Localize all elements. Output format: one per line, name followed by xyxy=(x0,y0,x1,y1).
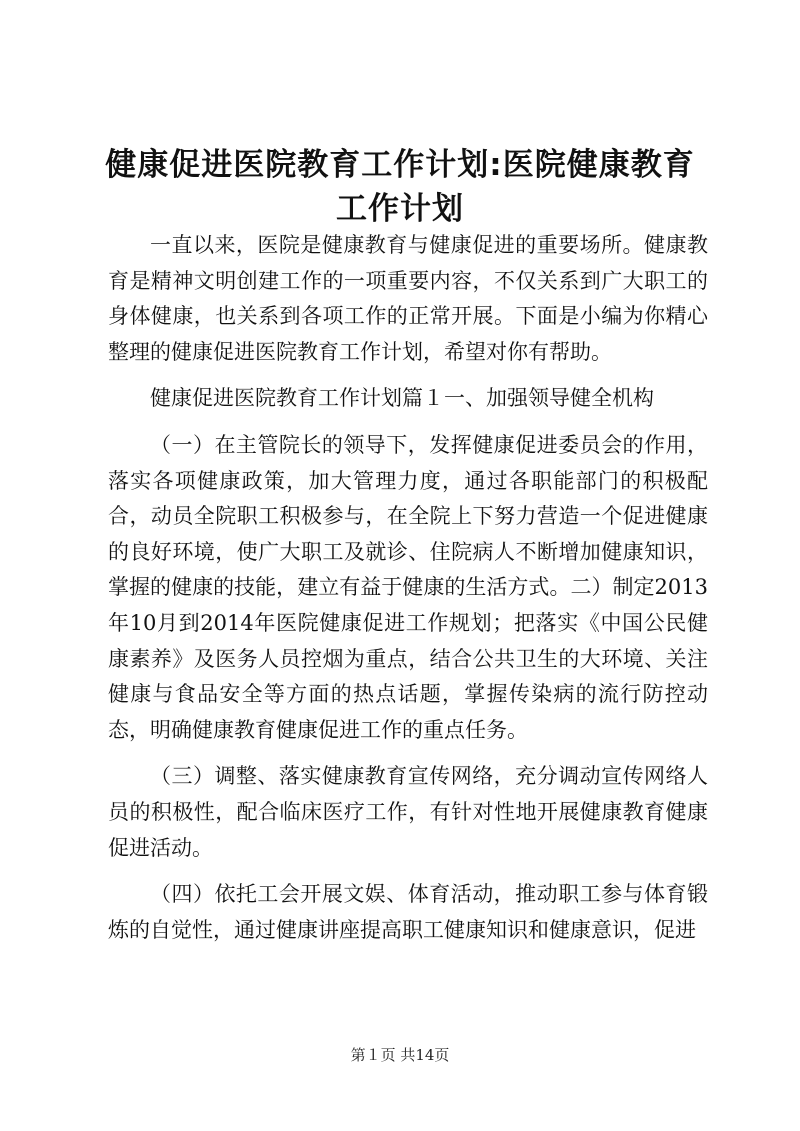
item-four-paragraph: （四）依托工会开展文娱、体育活动，推动职工参与体育锻炼的自觉性，通过健康讲座提高职工健康知识和健康意识，促进 xyxy=(108,882,708,942)
intro-paragraph: 一直以来，医院是健康教育与健康促进的重要场所。健康教育是精神文明创建工作的一项重要内容，不仅关系到广大职工的身体健康，也关系到各项工作的正常开展。下面是小编为你精心整理的健康促进医院教育工作计划，希望对你有帮助。 xyxy=(108,233,708,364)
item-three-paragraph: （三）调整、落实健康教育宣传网络，充分调动宣传网络人员的积极性，配合临床医疗工作，有针对性地开展健康教育健康促进活动。 xyxy=(108,764,708,860)
item-one-paragraph: （一）在主管院长的领导下，发挥健康促进委员会的作用，落实各项健康政策，加大管理力度，通过各职能部门的积极配合，动员全院职工积极参与，在全院上下努力营造一个促进健康的良好环境，使广大职工及就诊、住院病人不断增加健康知识，掌握的健康的技能，建立有益于健康的生活方式。二）制定2013年10月到2014年医院健康促进工作规划；把落实《中国公民健康素养》及医务人员控烟为重点，结合公共卫生的大环境、关注健康与食品安全等方面的热点话题，掌握传染病的流行防控动态，明确健康教育健康促进工作的重点任务。 xyxy=(108,432,708,742)
section-heading-paragraph: 健康促进医院教育工作计划篇１一、加强领导健全机构 xyxy=(150,386,654,411)
document-body xyxy=(108,228,708,948)
page-number-footer: 第１页 共14页 xyxy=(350,1046,450,1064)
document-title: 健康促进医院教育工作计划:医院健康教育工作计划 xyxy=(105,147,695,227)
